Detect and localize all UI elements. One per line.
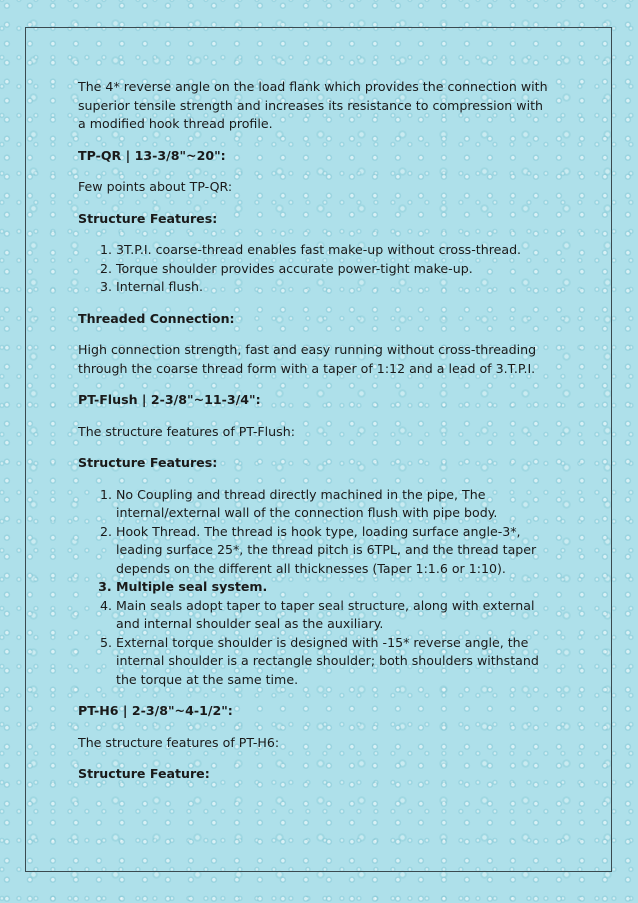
document-body xyxy=(78,78,548,797)
list-item: 2. Torque shoulder provides accurate power-tight make-up. xyxy=(116,260,548,279)
list-item: 5. External torque shoulder is designed with -15* reverse angle, the internal shoulder is a rectangle shoulder; both shoulders withstand the torque at the same time. xyxy=(116,634,548,690)
list-item: 4. Main seals adopt taper to taper seal structure, along with external and internal shoulder seal as the auxiliary. xyxy=(116,597,548,634)
tpqr-feature-list xyxy=(78,241,548,297)
ptflush-lead: The structure features of PT-Flush: xyxy=(78,423,295,439)
ptflush-structure-heading: Structure Features: xyxy=(78,455,218,470)
pth6-lead: The structure features of PT-H6: xyxy=(78,734,280,750)
tpqr-lead: Few points about TP-QR: xyxy=(78,179,233,194)
tpqr-structure-heading: Structure Features: xyxy=(78,210,218,226)
tpqr-heading: TP-QR | 13-3/8"~20": xyxy=(78,147,226,163)
tpqr-threaded-heading: Threaded Connection: xyxy=(78,310,235,326)
list-item: 1. 3T.P.I. coarse-thread enables fast make-up without cross-thread. xyxy=(116,241,548,260)
list-item: 3. Internal flush. xyxy=(116,278,548,297)
list-item: 3. Multiple seal system. xyxy=(116,578,548,597)
ptflush-heading: PT-Flush | 2-3/8"~11-3/4": xyxy=(78,392,261,407)
intro-paragraph: The 4* reverse angle on the load flank which provides the connection with superior tensile strength and increases its resistance to compression with a modified hook thread profile. xyxy=(78,79,548,131)
list-item: 1. No Coupling and thread directly machined in the pipe, The internal/external wall of the connection flush with pipe body. xyxy=(116,486,548,523)
pth6-structure-heading: Structure Feature: xyxy=(78,766,210,781)
list-item: 2. Hook Thread. The thread is hook type, loading surface angle-3*, leading surface 25*, the thread pitch is 6TPL, and the thread taper depends on the different all thicknesses (Taper 1:1.6 or 1:10). xyxy=(116,523,548,579)
pth6-heading: PT-H6 | 2-3/8"~4-1/2": xyxy=(78,703,233,718)
ptflush-feature-list xyxy=(78,486,548,690)
tpqr-threaded-text: High connection strength, fast and easy running without cross-threading through the coarse thread form with a taper of 1:12 and a lead of 3.T.P.I. xyxy=(78,342,537,376)
